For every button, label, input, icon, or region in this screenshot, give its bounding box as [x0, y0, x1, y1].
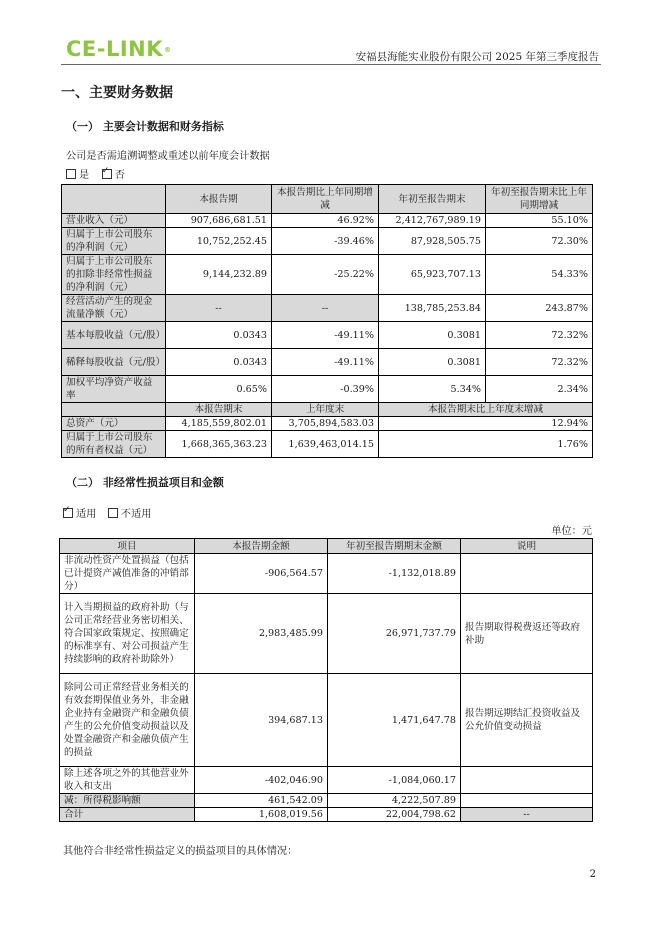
value-cell: 9,144,232.89 [166, 255, 272, 295]
value-cell: 1,639,463,014.15 [272, 431, 379, 458]
amount-cell: 2,983,485.99 [195, 594, 328, 674]
other-items-note: 其他符合非经常性损益定义的损益项目的具体情况： [63, 846, 298, 857]
table-row [62, 295, 593, 322]
value-cell: 72.30% [486, 228, 593, 255]
note-cell [461, 767, 593, 794]
header-blank-cell [62, 185, 166, 214]
amount-cell: 22,004,798.62 [328, 808, 461, 822]
note-cell: 报告期取得税费返还等政府补助 [461, 594, 593, 674]
column-header: 项目 [60, 539, 195, 554]
value-cell: 12.94% [379, 417, 593, 431]
financial-data-table [61, 184, 593, 458]
note-cell [461, 794, 593, 808]
amount-cell: -1,084,060.17 [328, 767, 461, 794]
row-label: 经营活动产生的现金流量净额（元） [62, 295, 166, 322]
column-header: 本报告期 [166, 185, 272, 214]
row-label: 稀释每股收益（元/股） [62, 349, 166, 376]
table-row [62, 255, 593, 295]
value-cell: 5.34% [379, 376, 486, 403]
registered-mark: ® [164, 46, 172, 54]
value-cell: 54.33% [486, 255, 593, 295]
column-header: 本报告期末比上年度末增减 [379, 403, 593, 417]
checkbox-no-checked[interactable] [102, 169, 112, 179]
restate-question: 公司是否需追溯调整或重述以前年度会计数据 [66, 151, 270, 162]
amount-cell: 1,608,019.56 [195, 808, 328, 822]
item-label: 除上述各项之外的其他营业外收入和支出 [60, 767, 195, 794]
item-label: 减：所得税影响额 [60, 794, 195, 808]
value-cell: 1.76% [379, 431, 593, 458]
column-header: 本报告期比上年同期增减 [272, 185, 379, 214]
company-logo [66, 37, 172, 61]
report-title: 安福县海能实业股份有限公司 2025 年第三季度报告 [355, 51, 599, 63]
column-header: 上年度末 [272, 403, 379, 417]
item-label: 非流动性资产处置损益（包括已计提资产减值准备的冲销部分） [60, 554, 195, 594]
item-label: 计入当期损益的政府补助（与公司正常经营业务密切相关、符合国家政策规定、按照确定的标准享有、对公司损益产生持续影响的政府补助除外） [60, 594, 195, 674]
value-cell: 1,668,365,363.23 [166, 431, 272, 458]
unit-label: 单位：元 [551, 526, 592, 537]
value-cell: 65,923,707.13 [379, 255, 486, 295]
value-cell: -- [272, 295, 379, 322]
table-row [62, 376, 593, 403]
note-cell: 报告期远期结汇投资收益及公允价值变动损益 [461, 674, 593, 767]
column-header: 本报告期金额 [195, 539, 328, 554]
option-no-label: 否 [114, 170, 125, 181]
checkbox-yes[interactable] [66, 169, 76, 179]
item-label: 除同公司正常经营业务相关的有效套期保值业务外，非金融企业持有金融资产和金融负债产生的公允价值变动损益以及处置金融资产和金融负债产生的损益 [60, 674, 195, 767]
table-header-row-2 [62, 403, 593, 417]
column-header: 说明 [461, 539, 593, 554]
table-row [60, 767, 593, 794]
item-label: 合计 [60, 808, 195, 822]
row-label: 归属于上市公司股东的净利润（元） [62, 228, 166, 255]
value-cell: 87,928,505.75 [379, 228, 486, 255]
value-cell: 2,412,767,989.19 [379, 214, 486, 228]
value-cell: 907,686,681.51 [166, 214, 272, 228]
table-row [60, 594, 593, 674]
value-cell: -49.11% [272, 349, 379, 376]
value-cell: 0.65% [166, 376, 272, 403]
table-row [60, 808, 593, 822]
logo-text: CE-LINK [66, 37, 164, 61]
row-label: 归属于上市公司股东的所有者权益（元） [62, 431, 166, 458]
amount-cell: 461,542.09 [195, 794, 328, 808]
value-cell: -0.39% [272, 376, 379, 403]
value-cell: 10,752,252.45 [166, 228, 272, 255]
amount-cell: 394,687.13 [195, 674, 328, 767]
table-row [62, 214, 593, 228]
value-cell: 72.32% [486, 349, 593, 376]
row-label: 基本每股收益（元/股） [62, 322, 166, 349]
value-cell: 3,705,894,583.03 [272, 417, 379, 431]
amount-cell: -906,564.57 [195, 554, 328, 594]
header-divider [61, 64, 601, 65]
table-header-row [60, 539, 593, 554]
column-header: 年初至报告期末比上年同期增减 [486, 185, 593, 214]
row-label: 加权平均净资产收益率 [62, 376, 166, 403]
value-cell: 72.32% [486, 322, 593, 349]
option-yes-label: 是 [79, 170, 90, 181]
table-row [60, 674, 593, 767]
restate-options [66, 166, 125, 181]
column-header: 年初至报告期期末金额 [328, 539, 461, 554]
subsection-title-accounting-data: （一） 主要会计数据和财务指标 [66, 120, 224, 133]
row-label: 归属于上市公司股东的扣除非经常性损益的净利润（元） [62, 255, 166, 295]
value-cell: -25.22% [272, 255, 379, 295]
table-row [62, 431, 593, 458]
table-row [62, 417, 593, 431]
row-label: 营业收入（元） [62, 214, 166, 228]
value-cell: -39.46% [272, 228, 379, 255]
checkbox-not-applicable[interactable] [108, 508, 118, 518]
value-cell: 0.3081 [379, 322, 486, 349]
note-cell: -- [461, 808, 593, 822]
value-cell: 46.92% [272, 214, 379, 228]
amount-cell: -402,046.90 [195, 767, 328, 794]
note-cell [461, 554, 593, 594]
value-cell: 4,185,559,802.01 [166, 417, 272, 431]
amount-cell: -1,132,018.89 [328, 554, 461, 594]
column-header: 本报告期末 [166, 403, 272, 417]
amount-cell: 1,471,647.78 [328, 674, 461, 767]
value-cell: 0.3081 [379, 349, 486, 376]
value-cell: 138,785,253.84 [379, 295, 486, 322]
table-row [60, 554, 593, 594]
column-header: 年初至报告期末 [379, 185, 486, 214]
applicable-label: 适用 [76, 509, 97, 520]
table-row [62, 228, 593, 255]
table-row [62, 322, 593, 349]
applicable-options [63, 505, 151, 520]
value-cell: -- [166, 295, 272, 322]
table-row [60, 794, 593, 808]
amount-cell: 26,971,737.79 [328, 594, 461, 674]
value-cell: 0.0343 [166, 349, 272, 376]
value-cell: 0.0343 [166, 322, 272, 349]
table-header-row [62, 185, 593, 214]
row-label: 总资产（元） [62, 417, 166, 431]
nonrecurring-items-table [59, 538, 593, 822]
value-cell: 2.34% [486, 376, 593, 403]
table-row [62, 349, 593, 376]
value-cell: -49.11% [272, 322, 379, 349]
subsection-title-nonrecurring: （二） 非经常性损益项目和金额 [66, 476, 224, 489]
amount-cell: 4,222,507.89 [328, 794, 461, 808]
page-number: 2 [589, 869, 596, 880]
value-cell: 243.87% [486, 295, 593, 322]
checkbox-applicable-checked[interactable] [63, 508, 73, 518]
not-applicable-label: 不适用 [120, 509, 152, 520]
value-cell: 55.10% [486, 214, 593, 228]
section-title-main-financial-data: 一、主要财务数据 [61, 85, 173, 101]
header-blank-cell [62, 403, 166, 417]
